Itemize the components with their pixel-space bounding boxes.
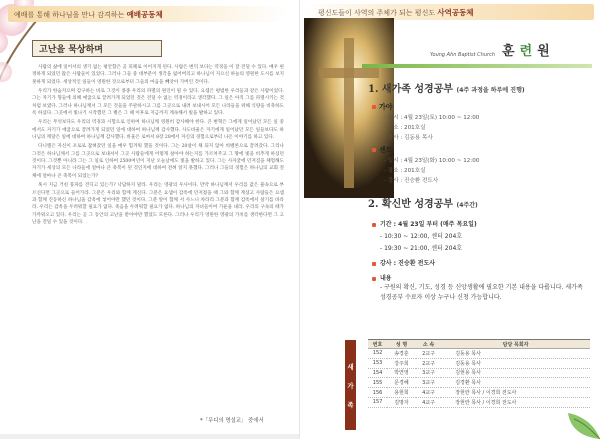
table-row: 152 송경훈 2교구 김동용 목사 (368, 349, 590, 359)
table-header: 번호 (368, 340, 387, 349)
article-body (32, 64, 284, 228)
table-row: 154 박연영 3교구 김현용 목사 (368, 368, 590, 378)
section2-content: - 구원의 확신, 기도, 성경 등 신앙생활에 필요한 기본 내용을 다룹니다. 새가족 성경공부 수료자 이상 누구나 신청 가능합니다. (380, 284, 583, 301)
right-header-name: 사역공동체 (437, 7, 474, 17)
article-paragraph: 우리는 무엇보다도 우리의 역경과 시험으로 인하여 하나님께 영원히 감사해야 한다. 큰 변혁은 그에게 일어났던 모든 일 중에서도 자기가 애굽으로 끌려가게 되었던 일에 대하여 하나님께 감사했다. 사도바울은 자기에게 일어났던 모든 일들보다도 하나님의 깨달은 일에 대하여 하나님께 감사했다. 바울은 로마서 8장 28에서 자신의 경험으로부터 나온 이야기를 하고 있다. (32, 120, 284, 141)
group-senter: 센트 (372, 145, 393, 155)
table-header: 성 명 (387, 340, 416, 349)
section2-time: - 10:30 ~ 12:00, 센터 204호 (380, 233, 463, 240)
leaf-corner-decoration (560, 399, 600, 439)
left-header-prefix: 예배를 통해 하나님을 만나 감격하는 (14, 10, 127, 19)
article-source: *「무디의 명설교」 중에서 (200, 418, 264, 424)
left-header (8, 4, 288, 24)
section1-note: (4주 과정을 하루에 진행) (456, 87, 525, 94)
table-row: 155 문경혜 3교구 김경환 목사 (368, 378, 590, 388)
bullet-icon (372, 277, 376, 281)
right-header-prefix: 평신도들이 사역의 주체가 되는 평신도 (318, 8, 438, 17)
bullet-icon (372, 262, 376, 266)
group-line: - 일시 : 4월 23일(토) 10:00 ~ 12:00 (384, 115, 480, 121)
bullet-icon (372, 148, 376, 152)
table-row: 157 김명자 4교구 장현란 목사 / 이경희 전도사 (368, 397, 590, 407)
group-line: - 강사 : 김동용 목사 (384, 135, 433, 141)
table-header-row (368, 340, 590, 349)
department-char: 훈 (502, 44, 515, 59)
article-title-box (32, 40, 162, 57)
section2-content-label: 내용 (372, 273, 392, 282)
table-header: 소 속 (416, 340, 441, 349)
green-divider (362, 64, 592, 68)
group-line: - 일시 : 4월 23일(화) 10:00 ~ 12:00 (384, 158, 480, 164)
left-page-footer-bar (0, 434, 300, 439)
article-paragraph: 다니엘은 자신이 포로로 잡혀갔던 일을 매우 힘겨워 했을 것이다. 그는 20살이 채 되지 않아 바벨론으로 끌려갔다. 그리나 그것은 하나님께서 그를 그곳으로 보내셔서 그곳 사람들에게 어떻게 살아야 하는지를 가르쳐주고 그 땅에 빛을 비추게 하셨던 것이다. 그것뿐 아니라 그는 그 일로 인하여 2500여년이 지난 오늘날에도 빛을 발하고 있다. 그는 사자굴에 던져짐을 체험해도 자기가 세상의 모든 나라들에 얼마나 큰 축복이 된 것인지에 대하여 전혀 알지 못했다. 그러나 그들의 경험은 하나님의 교회 전체에 얼마나 큰 축복이 되었는가? (32, 144, 284, 179)
new-family-table (368, 339, 590, 408)
section2-note: (4주간) (456, 202, 478, 209)
article-paragraph: 사람의 삶에 일어서의 생기 없는 평안함은 곧 피폐로 이어지게 된다. 사람은 변덕 보다는 역경을 이 잘 견딜 수 있다. 매우 편정하게 되었던 많은 사람들이 있었다. 그러나 그들 중 대부분이 생각을 잃어버리고 하나님이 지으신 하늘의 영원한 도시를 보지 못하게 되었다. 세상적인 일들이 영원한 것으로부터 그들의 마음을 빼앗아 가버린 것이다. (32, 65, 284, 85)
article-paragraph: 혹시 지금 거친 풍파를 견디고 있는가? 낙담하지 말라. 우리는 영광의 우사이다. 만약 하나님께서 우리를 값은 물속으로 부르신다면 그곳으로 들어가라. 그분은 우리와 함께 계신다. 그분은 요셉이 감옥에 던져졌을 때 그와 함께 계셨고 사람들은 요셉과 함께 진동하신 하나님을 감옥에 넣어야만 했던 것이다. 그분 앞이 함께 서 사느니 차라리 그분과 함께 감옥에서 살기를 바라라. 우리는 감옥을 두려워할 필요가 없다. 죽음을 두려워할 필요가 없다. 하나님의 자녀들이여 기운을 내라. 우리의 구속의 때가 가까워오고 있다. 우리는 곧 그 동안의 고난을 받아야만 했었도 모른다. 그러나 우리가 영원한 영광의 가치를 생각한다면 그 고난을 견딜 수 있을 것이다. (32, 183, 284, 225)
table-row: 153 강주희 2교구 김동용 목사 (368, 358, 590, 368)
department-char: 련 (519, 44, 533, 59)
bullet-icon (372, 223, 376, 227)
section2-time: - 19:30 ~ 21:00, 센터 204호 (380, 245, 463, 252)
table-row: 156 용현희 4교구 장현란 목사 / 이경희 전도사 (368, 388, 590, 398)
group-gaya: 가야 (372, 102, 393, 112)
article-paragraph: 우리가 한숨지으며 감구하는 바로 그것이 종종 우리의 파멸의 원인이 될 수 있다. 요셉은 평범한 우리들과 같은 사람이었다. 그는 자기가 형들에 의해 애굽으로 끌려가게 되었던 것은 견딜 수 없는 역경이라고 생각했다. 그 일은 아직 그를 파멸시키는 것처럼 보였다. 그러나 하나님께서 그 모든 것들을 주관하시고 그를 그곳으로 내려 보내시어 모든 나라들을 위해 식량을 비축하도록 하셨다. 그곳에서 빛나기 시작했던 그 별은 그 때 이후로 지금까지 계속해서 빛을 발하고 있다. (32, 89, 284, 117)
department-title (502, 40, 550, 59)
section2-teacher: 강사 : 진승환 전도사 (372, 258, 435, 267)
department-char: 원 (537, 44, 550, 59)
new-family-badge: 새 가 족 (345, 340, 356, 430)
left-header-name: 예배공동체 (126, 9, 163, 19)
bullet-icon (372, 105, 376, 109)
section2-period: 기간 : 4월 23일 부터 (매주 목요일) (372, 219, 477, 228)
table-header: 담당 목회자 (441, 340, 590, 349)
group-line: - 강사 : 진승환 전도사 (384, 178, 439, 184)
article-title: 고난을 묵상하며 (39, 45, 103, 55)
section2-title: 2. 확신반 성경공부 (4주간) (368, 199, 478, 210)
church-name: Young Ahn Baptist Church (430, 52, 495, 58)
group-line: - 장소 : 201호실 (384, 125, 426, 131)
group-line: - 장소 : 201호실 (384, 168, 426, 174)
section1-title: 1. 새가족 성경공부 (4주 과정을 하루에 진행) (368, 84, 525, 95)
